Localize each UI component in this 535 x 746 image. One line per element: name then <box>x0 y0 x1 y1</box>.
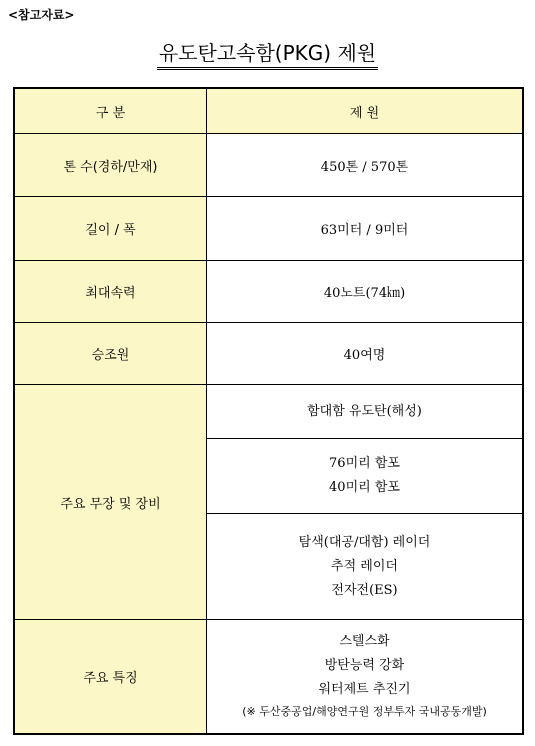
armament-item: 76미리 함포 <box>329 456 400 471</box>
page-title <box>0 40 535 70</box>
armament-group-3 <box>207 514 524 620</box>
row-value-tonnage: 450톤 / 570톤 <box>207 134 524 197</box>
feature-item: 방탄능력 강화 <box>324 658 405 674</box>
armament-item: 추적 레이더 <box>331 558 398 574</box>
armament-item: 함대함 유도탄(해성) <box>307 403 422 419</box>
header-spec: 제 원 <box>207 88 524 134</box>
table-row-tonnage <box>14 134 523 197</box>
row-value-max-speed: 40노트(74㎞) <box>207 261 524 323</box>
table-header-row <box>14 88 523 134</box>
row-label-crew: 승조원 <box>14 323 207 385</box>
armament-group-1 <box>207 385 524 439</box>
armament-item: 40미리 함포 <box>329 480 400 495</box>
table-row-dimensions <box>14 197 523 261</box>
table-row-features <box>14 620 523 734</box>
table-row-crew <box>14 323 523 385</box>
row-value-crew: 40여명 <box>207 323 524 385</box>
row-label-max-speed: 최대속력 <box>14 261 207 323</box>
reference-label: <참고자료> <box>8 8 75 22</box>
feature-note: (※ 두산중공업/해양연구원 정부투자 국내공동개발) <box>242 705 487 719</box>
row-label-dimensions: 길이 / 폭 <box>14 197 207 261</box>
feature-item: 워터제트 추진기 <box>318 682 411 698</box>
table-row-armament-1 <box>14 385 523 439</box>
armament-item: 탐색(대공/대함) 레이더 <box>298 534 431 550</box>
row-value-dimensions: 63미터 / 9미터 <box>207 197 524 261</box>
row-label-armament: 주요 무장 및 장비 <box>14 385 207 620</box>
row-label-features: 주요 특징 <box>14 620 207 734</box>
features-values <box>207 620 524 734</box>
feature-item: 스텔스화 <box>339 634 390 650</box>
armament-group-2 <box>207 439 524 514</box>
page-title-text: 유도탄고속함(PKG) 제원 <box>157 40 378 70</box>
table-row-max-speed <box>14 261 523 323</box>
header-category: 구 분 <box>14 88 207 134</box>
spec-table <box>13 87 524 735</box>
row-label-tonnage: 톤 수(경하/만재) <box>14 134 207 197</box>
armament-item: 전자전(ES) <box>331 582 398 598</box>
